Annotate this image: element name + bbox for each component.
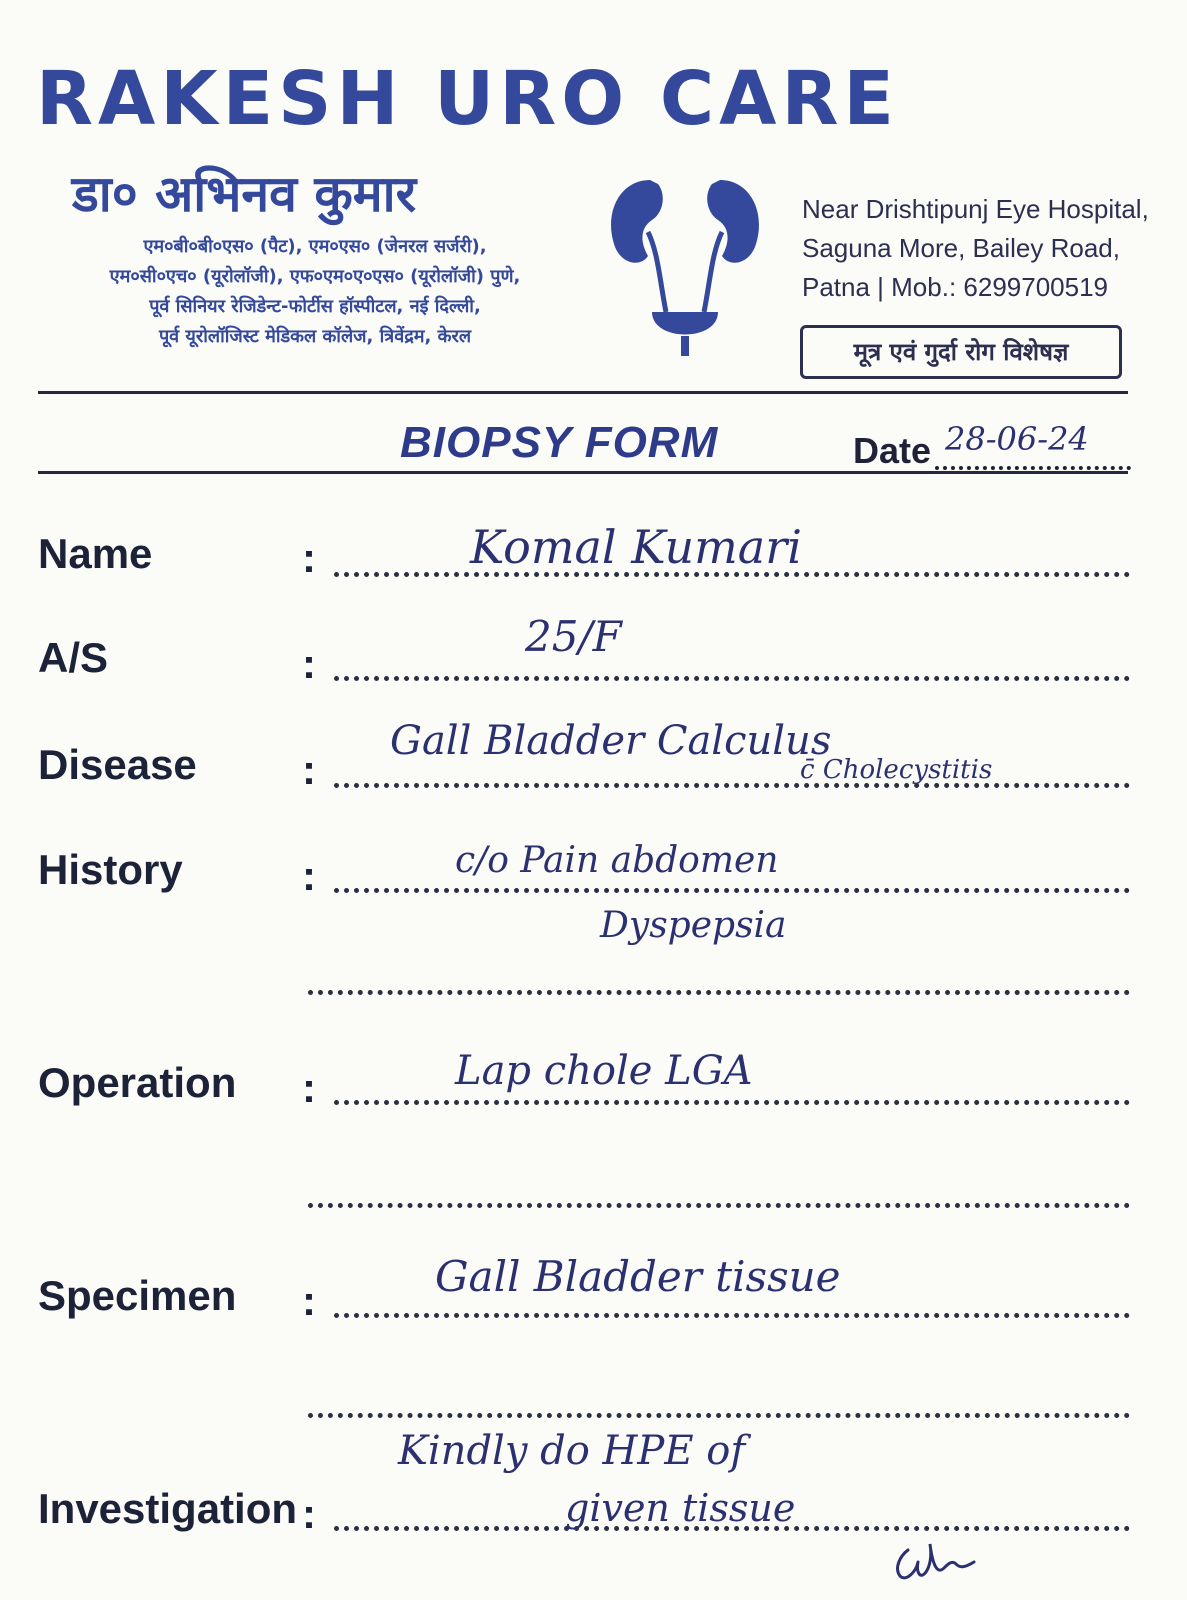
clinic-name: RAKESH URO CARE	[36, 56, 899, 142]
history-colon: :	[302, 852, 316, 899]
disease-dotted-line	[334, 783, 1130, 788]
qualification-line: एम०बी०बी०एस० (पैट), एम०एस० (जेनरल सर्जरी),	[143, 236, 487, 257]
clinic-address	[802, 190, 1149, 307]
operation-label: Operation	[38, 1059, 237, 1106]
form-title: BIOPSY FORM	[400, 418, 719, 467]
address-line: Near Drishtipunj Eye Hospital,	[802, 194, 1149, 224]
name-value[interactable]: Komal Kumari	[470, 520, 802, 574]
title-divider	[38, 471, 1128, 474]
disease-label: Disease	[38, 741, 197, 788]
age-sex-value[interactable]: 25/F	[525, 612, 622, 661]
date-label: Date	[853, 430, 932, 471]
operation-dotted-line	[334, 1100, 1130, 1105]
doctor-qualifications	[30, 232, 600, 352]
name-colon: :	[302, 534, 316, 581]
specimen-dotted-line	[334, 1313, 1130, 1318]
disease-value[interactable]: Gall Bladder Calculus	[390, 718, 832, 764]
qualification-line: एम०सी०एच० (यूरोलॉजी), एफ०एम०ए०एस० (यूरोलॉजी) पुणे,	[109, 266, 521, 287]
age-sex-label: A/S	[38, 634, 109, 681]
operation-colon: :	[302, 1064, 316, 1111]
history-value[interactable]: c/o Pain abdomen	[455, 840, 779, 881]
header-divider	[38, 391, 1128, 394]
disease-value-extra[interactable]: c̄ Cholecystitis	[800, 755, 993, 785]
disease-colon: :	[302, 746, 316, 793]
doctor-signature-icon	[890, 1538, 980, 1588]
date-value[interactable]: 28-06-24	[945, 420, 1089, 458]
qualification-line: पूर्व यूरोलॉजिस्ट मेडिकल कॉलेज, त्रिवेंद्रम, केरल	[158, 326, 472, 347]
name-label: Name	[38, 530, 153, 577]
kidney-logo-icon	[600, 172, 770, 362]
date-dotted-line	[935, 466, 1131, 470]
operation-value[interactable]: Lap chole LGA	[455, 1048, 753, 1094]
address-line: Saguna More, Bailey Road,	[802, 233, 1120, 263]
age-sex-dotted-line	[334, 676, 1130, 681]
investigation-label: Investigation	[38, 1485, 298, 1532]
investigation-value[interactable]: Kindly do HPE of	[398, 1428, 746, 1474]
specimen-label: Specimen	[38, 1272, 237, 1319]
specialist-badge: मूत्र एवं गुर्दा रोग विशेषज्ञ	[800, 325, 1122, 379]
history-label: History	[38, 846, 183, 893]
investigation-colon: :	[302, 1490, 316, 1537]
investigation-value-extra[interactable]: given tissue	[565, 1486, 796, 1530]
specimen-dotted-line-2	[308, 1413, 1130, 1418]
qualification-line: पूर्व सिनियर रेजिडेन्ट-फोर्टीस हॉस्पीटल, नई दिल्ली,	[149, 296, 481, 317]
history-value-extra[interactable]: Dyspepsia	[600, 905, 787, 946]
doctor-name: डा० अभिनव कुमार	[72, 165, 417, 223]
history-dotted-line-2	[308, 990, 1130, 995]
operation-dotted-line-2	[308, 1203, 1130, 1208]
age-sex-colon: :	[302, 640, 316, 687]
history-dotted-line	[334, 888, 1130, 893]
address-line: Patna | Mob.: 6299700519	[802, 272, 1108, 302]
specimen-value[interactable]: Gall Bladder tissue	[435, 1252, 841, 1301]
specimen-colon: :	[302, 1277, 316, 1324]
